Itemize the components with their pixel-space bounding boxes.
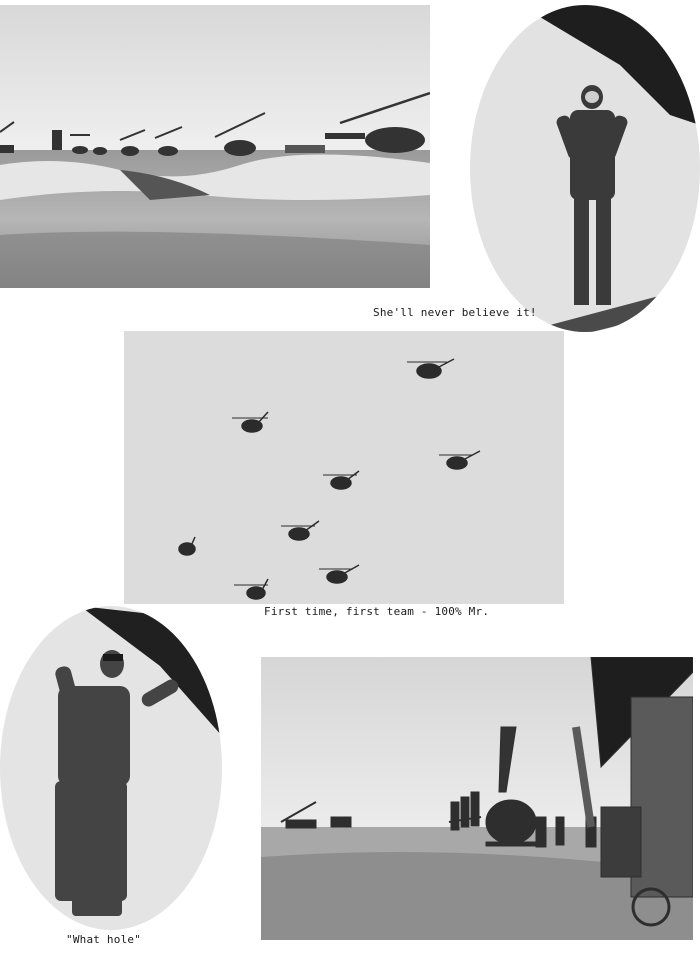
flight-line-photo-graphic <box>261 657 693 940</box>
soldier-on-blade-graphic <box>470 5 700 332</box>
photo-helicopter-flight-line <box>261 657 693 940</box>
photo-soldier-on-blade <box>470 5 700 332</box>
photo-helicopter-formation <box>124 331 564 604</box>
formation-photo-graphic <box>124 331 564 604</box>
caption-first-time-first-team: First time, first team - 100% Mr. <box>264 605 490 618</box>
photo-soldier-holding-blade <box>0 606 222 930</box>
airfield-photo-graphic <box>0 5 430 288</box>
soldier-holding-blade-graphic <box>0 606 222 930</box>
caption-she-will-never-believe: She'll never believe it! <box>373 306 537 319</box>
photo-airfield-helicopters <box>0 5 430 288</box>
caption-what-hole: "What hole" <box>66 933 142 946</box>
